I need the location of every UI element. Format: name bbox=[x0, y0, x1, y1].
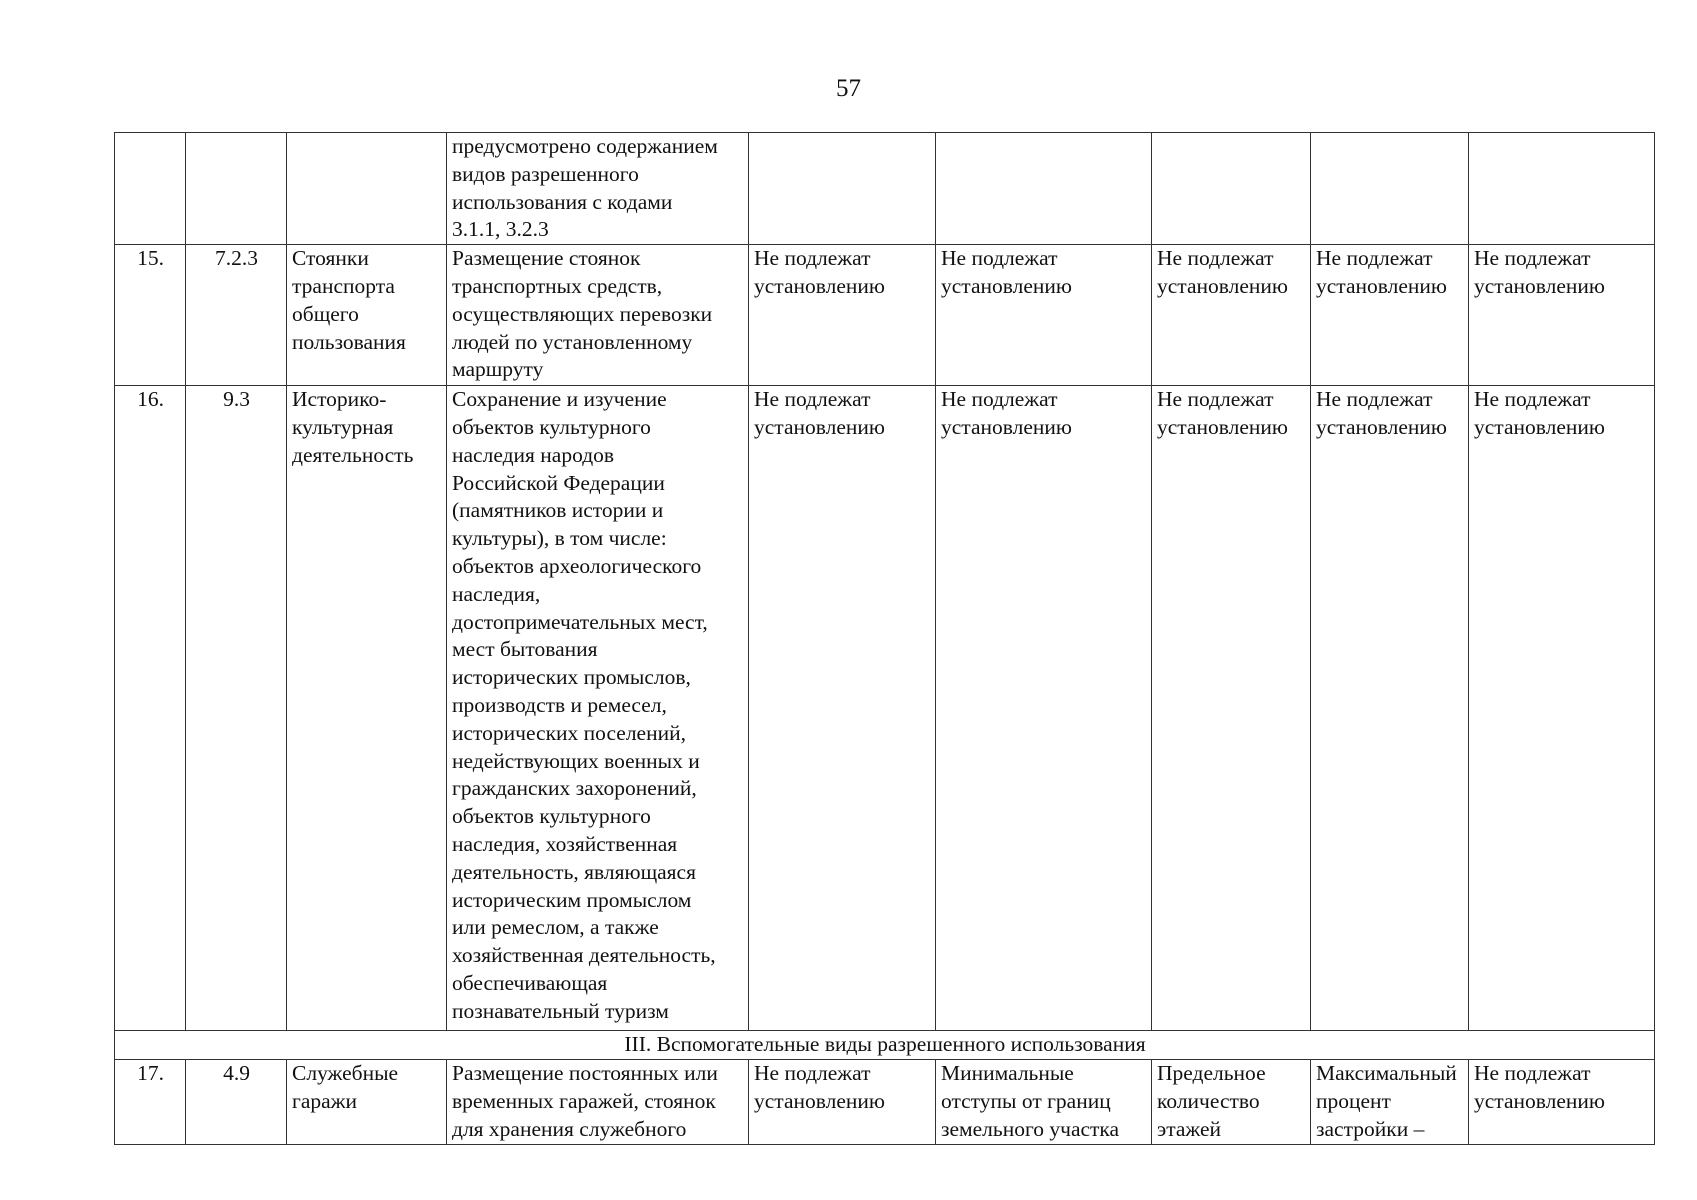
table-row bbox=[115, 245, 1655, 386]
param-cell: Предельное количество этажей bbox=[1152, 1060, 1311, 1145]
table-row bbox=[115, 133, 1655, 245]
param-cell bbox=[936, 133, 1152, 245]
section-header-row bbox=[115, 1031, 1655, 1060]
page-number: 57 bbox=[836, 75, 861, 102]
param-cell bbox=[749, 133, 936, 245]
param-cell: Минимальные отступы от границ земельного участка bbox=[936, 1060, 1152, 1145]
param-cell: Не подлежат установлению bbox=[1311, 245, 1469, 386]
use-description: Размещение стоянок транспортных средств, осуществляющих перевозки людей по установленному маршруту bbox=[447, 245, 749, 386]
param-cell bbox=[1469, 133, 1655, 245]
param-cell: Не подлежат установлению bbox=[1469, 1060, 1655, 1145]
row-number: 17. bbox=[115, 1060, 186, 1145]
param-cell: Максимальный процент застройки – bbox=[1311, 1060, 1469, 1145]
param-cell: Не подлежат установлению bbox=[1469, 386, 1655, 1031]
param-cell bbox=[1311, 133, 1469, 245]
param-cell bbox=[1152, 133, 1311, 245]
use-description: предусмотрено содержанием видов разрешенного использования с кодами 3.1.1, 3.2.3 bbox=[447, 133, 749, 245]
use-code bbox=[186, 133, 287, 245]
table-row bbox=[115, 1060, 1655, 1145]
param-cell: Не подлежат установлению bbox=[749, 386, 936, 1031]
row-number bbox=[115, 133, 186, 245]
param-cell: Не подлежат установлению bbox=[1311, 386, 1469, 1031]
table-row bbox=[115, 386, 1655, 1031]
use-description: Сохранение и изучение объектов культурного наследия народов Российской Федерации (памятников истории и культуры), в том числе: объектов археологического наследия, достопримечательных мест, мест бытования исторических промыслов, производств и ремесел, исторических поселений, недействующих военных и гражданских захоронений, объектов культурного наследия, хозяйственная деятельность, являющаяся историческим промыслом или ремеслом, а также хозяйственная деятельность, обеспечивающая познавательный туризм bbox=[447, 386, 749, 1031]
land-use-table bbox=[114, 132, 1655, 1145]
use-name: Стоянки транспорта общего пользования bbox=[287, 245, 447, 386]
param-cell: Не подлежат установлению bbox=[749, 245, 936, 386]
row-number: 15. bbox=[115, 245, 186, 386]
use-code: 9.3 bbox=[186, 386, 287, 1031]
param-cell: Не подлежат установлению bbox=[1152, 386, 1311, 1031]
param-cell: Не подлежат установлению bbox=[936, 245, 1152, 386]
param-cell: Не подлежат установлению bbox=[1469, 245, 1655, 386]
section-header: III. Вспомогательные виды разрешенного использования bbox=[115, 1031, 1655, 1060]
param-cell: Не подлежат установлению bbox=[1152, 245, 1311, 386]
use-name: Историко- культурная деятельность bbox=[287, 386, 447, 1031]
param-cell: Не подлежат установлению bbox=[749, 1060, 936, 1145]
use-name bbox=[287, 133, 447, 245]
param-cell: Не подлежат установлению bbox=[936, 386, 1152, 1031]
use-description: Размещение постоянных или временных гаражей, стоянок для хранения служебного bbox=[447, 1060, 749, 1145]
use-name: Служебные гаражи bbox=[287, 1060, 447, 1145]
use-code: 4.9 bbox=[186, 1060, 287, 1145]
use-code: 7.2.3 bbox=[186, 245, 287, 386]
row-number: 16. bbox=[115, 386, 186, 1031]
